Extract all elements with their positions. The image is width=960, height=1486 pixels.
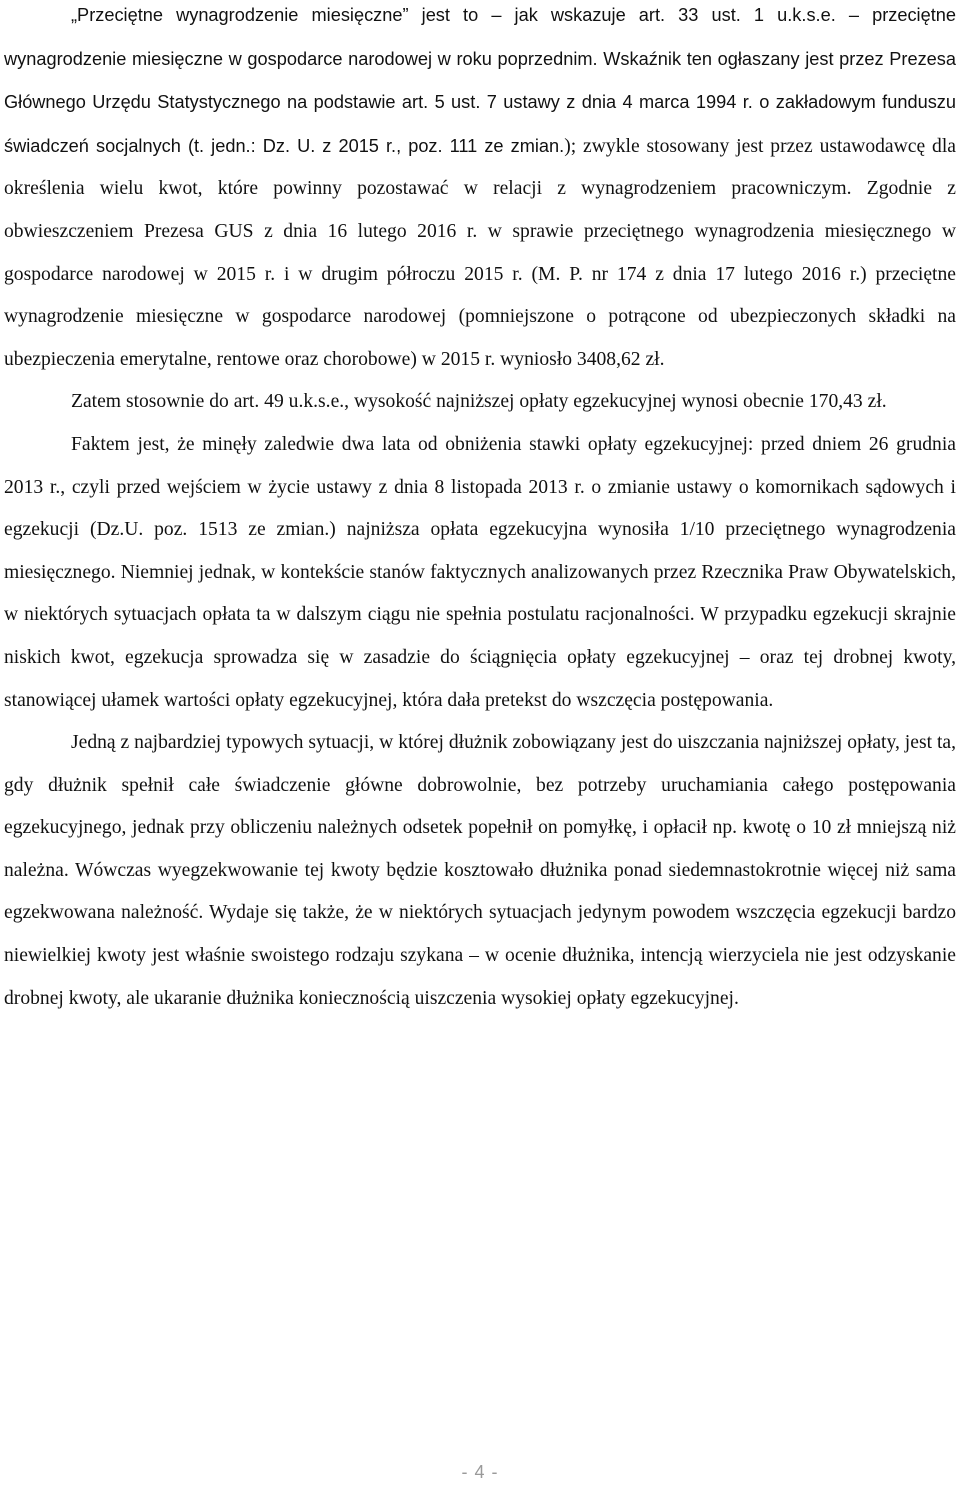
paragraph-definition-serif-text: ); zwykle stosowany jest przez ustawodawcę dla określenia wielu kwot, które powinny pozostawać w relacji z wynagrodzeniem pracowniczym. Zgodnie z obwieszczeniem Prezesa GUS z dnia 16 lutego 2016 r. w sprawie przeciętnego wynagrodzenia miesięcznego w gospodarce narodowej w 2015 r. i w drugim półroczu 2015 r. (M. P. nr 174 z dnia 17 lutego 2016 r.) przeciętne wynagrodzenie miesięczne w gospodarce narodowej (pomniejszone o potrącone od ubezpieczonych składki na ubezpieczenia emerytalne, rentowe oraz chorobowe) w 2015 r. wyniosło 3408,62 zł. (4, 135, 956, 370)
paragraph-typical-situation-text: Jedną z najbardziej typowych sytuacji, w której dłużnik zobowiązany jest do uiszczania najniższej opłaty, jest ta, gdy dłużnik spełnił całe świadczenie główne dobrowolnie, bez potrzeby uruchamiania całego postępowania egzekucyjnego, jednak przy obliczeniu należnych odsetek popełnił on pomyłkę, i opłacił np. kwotę o 10 zł mniejszą niż należna. Wówczas wyegzekwowanie tej kwoty będzie kosztowało dłużnika ponad siedemnastokrotnie więcej niż sama egzekwowana należność. Wydaje się także, że w niektórych sytuacjach jedynym powodem wszczęcia egzekucji bardzo niewielkiej kwoty jest właśnie swoistego rodzaju szykana – w ocenie dłużnika, intencją wierzyciela nie jest odzyskanie drobnej kwoty, ale ukaranie dłużnika koniecznością uiszczenia wysokiej opłaty egzekucyjnej. (4, 732, 956, 1009)
paragraph-fee-history-text: Faktem jest, że minęły zaledwie dwa lata od obniżenia stawki opłaty egzekucyjnej: przed dniem 26 grudnia 2013 r., czyli przed wejściem w życie ustawy z dnia 8 listopada 2013 r. o zmianie ustawy o komornikach sądowych i egzekucji (Dz.U. poz. 1513 ze zmian.) najniższa opłata egzekucyjna wynosiła 1/10 przeciętnego wynagrodzenia miesięcznego. Niemniej jednak, w kontekście stanów faktycznych analizowanych przez Rzecznika Praw Obywatelskich, w niektórych sytuacjach opłata ta w dalszym ciągu nie spełnia postulatu racjonalności. W przypadku egzekucji skrajnie niskich kwot, egzekucja sprowadza się w zasadzie do ściągnięcia opłaty egzekucyjnej – oraz tej drobnej kwoty, stanowiącej ułamek wartości opłaty egzekucyjnej, która dała pretekst do wszczęcia postępowania. (4, 433, 956, 711)
document-page (4, 0, 956, 1020)
paragraph-definition (4, 0, 956, 381)
paragraph-typical-situation (4, 722, 956, 1020)
paragraph-minimum-fee-text: Zatem stosownie do art. 49 u.k.s.e., wysokość najniższej opłaty egzekucyjnej wynosi obecnie 170,43 zł. (71, 391, 887, 413)
paragraph-definition-sans-text: „Przeciętne wynagrodzenie miesięczne” jest to – jak wskazuje art. 33 ust. 1 u.k.s.e. – przeciętne wynagrodzenie miesięczne w gospodarce narodowej w roku poprzednim. Wskaźnik ten ogłaszany jest przez Prezesa Głównego Urzędu Statystycznego na podstawie art. 5 ust. 7 ustawy z dnia 4 marca 1994 r. o zakładowym funduszu świadczeń socjalnych (t. jedn.: Dz. U. z 2015 r., poz. 111 ze zmian. (4, 5, 956, 156)
paragraph-minimum-fee (4, 381, 956, 424)
paragraph-fee-history (4, 424, 956, 722)
page-number: - 4 - (461, 1462, 499, 1482)
